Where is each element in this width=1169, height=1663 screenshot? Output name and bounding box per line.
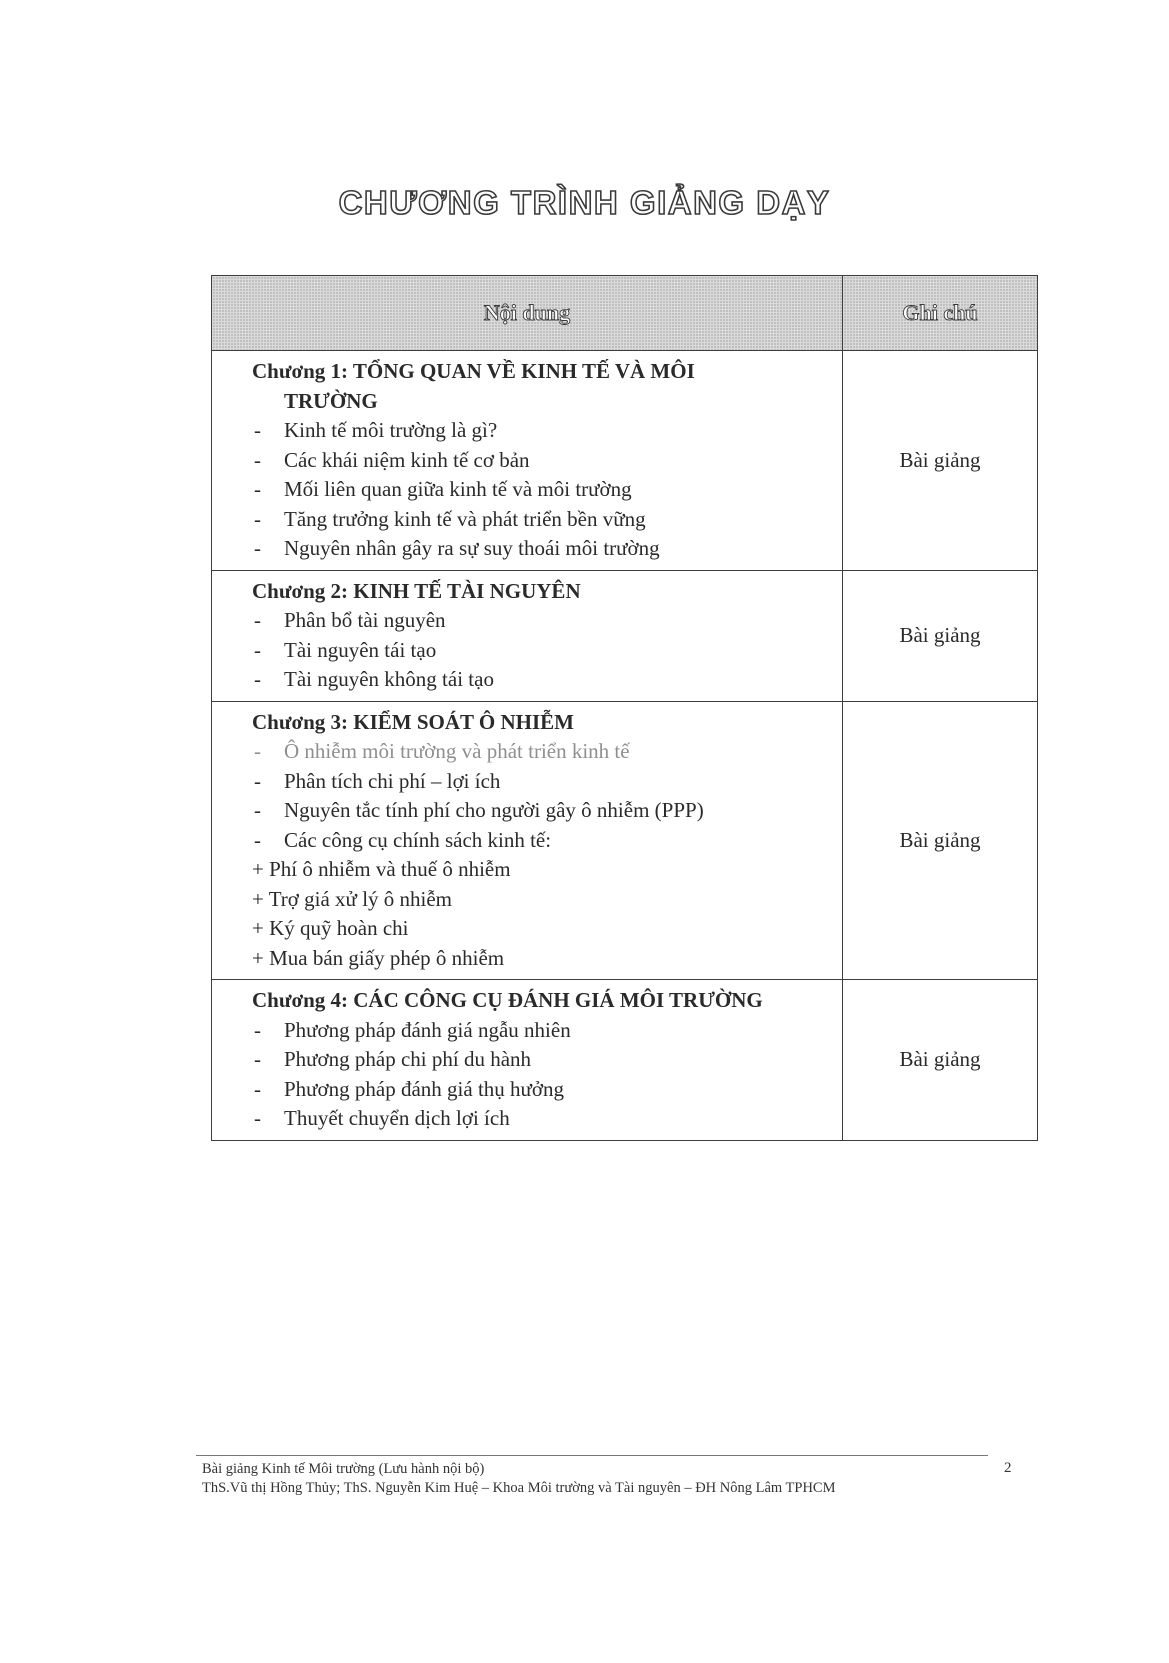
chapter-2-note: Bài giảng <box>843 570 1038 701</box>
chapter-3-sub-items <box>252 855 842 973</box>
list-item: + Phí ô nhiễm và thuế ô nhiễm <box>252 857 511 881</box>
list-item: - Tài nguyên không tái tạo <box>252 665 842 695</box>
syllabus-table <box>211 275 1038 1141</box>
page-number: 2 <box>1004 1460 1012 1476</box>
list-item: - Nguyên nhân gây ra sự suy thoái môi trường <box>252 534 842 564</box>
chapter-1-title <box>252 357 842 416</box>
list-item: + Ký quỹ hoàn chi <box>252 916 409 940</box>
list-item: - Ô nhiễm môi trường và phát triển kinh tế <box>252 737 842 767</box>
list-item: - Nguyên tắc tính phí cho người gây ô nhiễm (PPP) <box>252 796 842 826</box>
list-item: - Phương pháp đánh giá thụ hưởng <box>252 1075 842 1105</box>
table-row <box>212 980 1038 1141</box>
chapter-1-items <box>252 416 842 564</box>
page-footer <box>202 1460 1002 1498</box>
list-item: - Phương pháp đánh giá ngẫu nhiên <box>252 1016 842 1046</box>
chapter-3-content <box>212 701 843 980</box>
footer-line-1: Bài giảng Kinh tế Môi trường (Lưu hành nội bộ) <box>202 1461 485 1477</box>
list-item: - Các khái niệm kinh tế cơ bản <box>252 446 842 476</box>
footer-divider <box>196 1455 988 1456</box>
list-item: - Phương pháp chi phí du hành <box>252 1045 842 1075</box>
chapter-4-title: Chương 4: CÁC CÔNG CỤ ĐÁNH GIÁ MÔI TRƯỜNG <box>252 988 763 1012</box>
chapter-3-note: Bài giảng <box>843 701 1038 980</box>
chapter-4-items <box>252 1016 842 1134</box>
list-item: - Các công cụ chính sách kinh tế: <box>252 826 842 856</box>
table-header-row <box>212 276 1038 351</box>
list-item: - Mối liên quan giữa kinh tế và môi trường <box>252 475 842 505</box>
chapter-1-note: Bài giảng <box>843 351 1038 571</box>
chapter-4-content <box>212 980 843 1141</box>
list-item: + Mua bán giấy phép ô nhiễm <box>252 945 505 970</box>
list-item: - Tài nguyên tái tạo <box>252 636 842 666</box>
chapter-3-title: Chương 3: KIỂM SOÁT Ô NHIỄM <box>252 709 574 734</box>
table-row <box>212 351 1038 571</box>
list-item: + Trợ giá xử lý ô nhiễm <box>252 886 453 911</box>
chapter-1-title-cont: TRƯỜNG <box>284 388 378 413</box>
footer-line-2: ThS.Vũ thị Hồng Thủy; ThS. Nguyễn Kim Huệ – Khoa Môi trường và Tài nguyên – ĐH Nông Lâm TPHCM <box>202 1480 836 1496</box>
chapter-1-content <box>212 351 843 571</box>
table-row <box>212 701 1038 980</box>
header-content: Nội dung <box>212 276 843 351</box>
chapter-1-title-main: Chương 1: TỔNG QUAN VỀ KINH TẾ VÀ MÔI <box>252 359 695 383</box>
list-item: - Phân bổ tài nguyên <box>252 606 842 636</box>
list-item: - Phân tích chi phí – lợi ích <box>252 767 842 797</box>
header-note: Ghi chú <box>843 276 1038 351</box>
list-item: - Thuyết chuyển dịch lợi ích <box>252 1104 842 1134</box>
chapter-2-items <box>252 606 842 695</box>
chapter-2-title: Chương 2: KINH TẾ TÀI NGUYÊN <box>252 578 581 603</box>
chapter-2-content <box>212 570 843 701</box>
page-title: CHƯƠNG TRÌNH GIẢNG DẠY <box>338 184 831 221</box>
list-item: - Tăng trưởng kinh tế và phát triển bền vững <box>252 505 842 535</box>
chapter-3-items <box>252 737 842 855</box>
list-item: - Kinh tế môi trường là gì? <box>252 416 842 446</box>
chapter-4-note: Bài giảng <box>843 980 1038 1141</box>
table-row <box>212 570 1038 701</box>
